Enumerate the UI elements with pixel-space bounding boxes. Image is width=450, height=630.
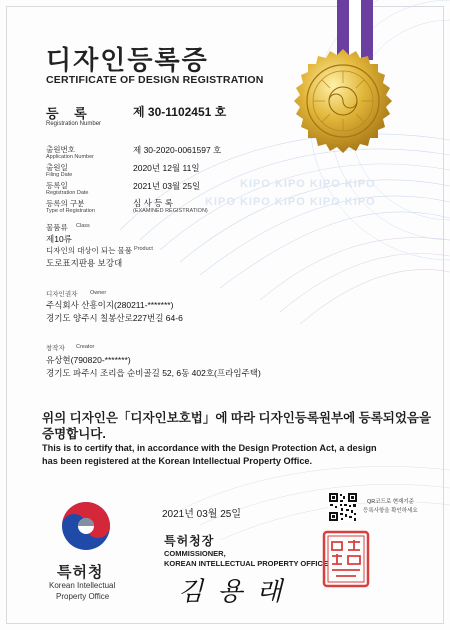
owner-address: 경기도 양주시 칠봉산로227번길 64-6 (46, 313, 183, 323)
owner-name: 주식회사 산흥이지(280211-*******) (46, 300, 174, 310)
issuer-en-line2: KOREAN INTELLECTUAL PROPERTY OFFICE (164, 559, 328, 568)
qr-note-line2: 등록사항을 확인하세요 (363, 508, 418, 514)
watermark-text: KIPO KIPO KIPO KIPO (240, 178, 376, 190)
product-label: 디자인의 대상이 되는 물품 (46, 246, 132, 255)
creator-name: 유상현(790820-*******) (46, 355, 131, 365)
kipo-logo-icon (58, 498, 114, 554)
registration-date-label-en: Registration Date (46, 190, 89, 196)
registration-date-label: 등록일 (46, 181, 68, 190)
registration-type-label: 등록의 구분 (46, 199, 85, 208)
issuer-title: 특허청장 (164, 534, 215, 548)
registration-label-en: Registration Number (46, 121, 102, 127)
filing-date-label-en: Filing Date (46, 172, 73, 178)
application-number-label-en: Application Number (46, 154, 94, 160)
product-value: 도로표지판용 보강대 (46, 258, 123, 268)
logo-name-ko: 특허청 (57, 564, 104, 581)
creator-label: 창작자 (46, 345, 65, 352)
watermark-text: KIPO KIPO KIPO KIPO KIPO (205, 196, 376, 208)
gold-seal-icon (290, 48, 396, 154)
qr-note-line1: QR코드로 현재기준 (367, 499, 414, 505)
statement-en-line2: has been registered at the Korean Intellectual Property Office. (42, 456, 313, 466)
statement-ko-line1: 위의 디자인은「디자인보호법」에 따라 디자인등록원부에 등록되었음을 (42, 411, 432, 425)
statement-ko-line2: 증명합니다. (42, 427, 106, 441)
logo-name-en-line2: Property Office (56, 592, 110, 601)
issue-date: 2021년 03월 25일 (162, 509, 242, 520)
registration-type-value: 심 사 등 록 (133, 198, 173, 208)
class-value: 제10류 (46, 234, 72, 244)
class-label-en: Class (76, 223, 90, 229)
signature: 김 용 래 (178, 577, 285, 607)
page-title: 디자인등록증 (46, 45, 209, 75)
product-label-en: Product (134, 246, 153, 252)
registration-type-label-en: Type of Registration (46, 208, 95, 214)
page-subtitle: CERTIFICATE OF DESIGN REGISTRATION (46, 74, 264, 86)
registration-label: 등 록 (46, 106, 93, 121)
class-label: 물품류 (46, 223, 68, 232)
statement-en-line1: This is to certify that, in accordance with the Design Protection Act, a design (42, 443, 377, 453)
registration-date-value: 2021년 03월 25일 (133, 181, 201, 191)
owner-label: 디자인권자 (46, 291, 78, 298)
application-number-value: 제 30-2020-0061597 호 (133, 145, 222, 155)
owner-label-en: Owner (90, 290, 107, 296)
logo-name-en-line1: Korean Intellectual (49, 581, 116, 590)
qr-code-icon[interactable] (328, 492, 358, 522)
red-stamp-icon (322, 530, 370, 588)
application-number-label: 출원번호 (46, 145, 75, 154)
creator-address: 경기도 파주시 조리읍 순비골길 52, 6동 402호(프라임주택) (46, 368, 261, 378)
filing-date-value: 2020년 12월 11일 (133, 163, 200, 173)
issuer-en-line1: COMMISSIONER, (164, 549, 226, 558)
registration-number: 제 30-1102451 호 (133, 105, 227, 119)
creator-label-en: Creator (76, 344, 95, 350)
registration-type-value-en: (EXAMINED REGISTRATION) (133, 208, 208, 214)
filing-date-label: 출원일 (46, 163, 68, 172)
